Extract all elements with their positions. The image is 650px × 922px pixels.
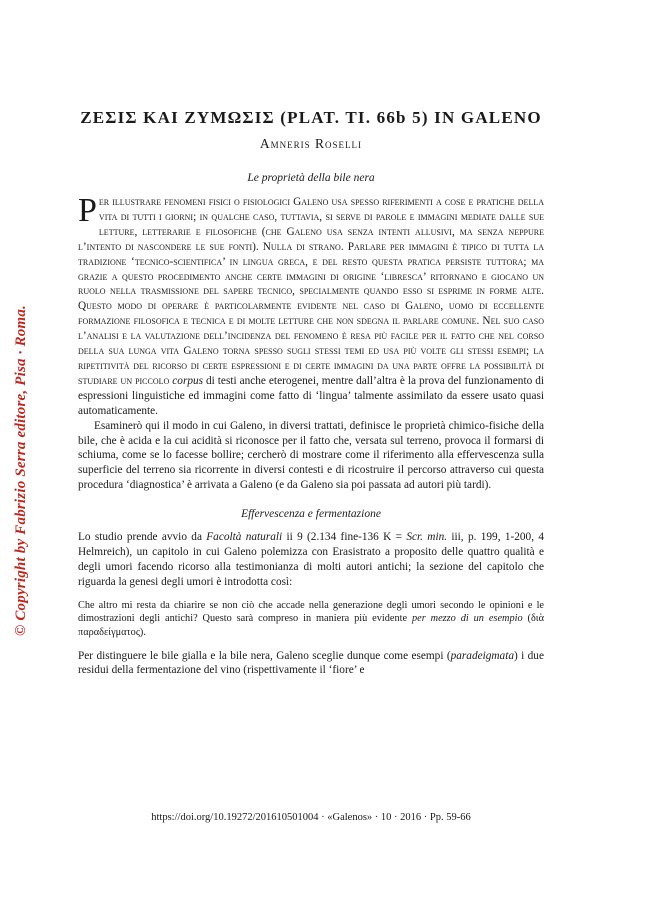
quote-text-a: Che altro mi resta da chiarire se non ciò che accade nella generazione degli umori secondo le opinioni e le dimostrazioni degli antichi? Questo sarà compreso in maniera più evidente [78, 599, 544, 625]
copyright-sidebar [8, 280, 34, 660]
article-title: ΖΕΣΙΣ ΚΑΙ ΖΥΜΩΣΙΣ (PLAT. TI. 66b 5) IN GALENO [80, 108, 542, 127]
copyright-notice: © Copyright by Fabrizio Serra editore, Pisa · Roma. [12, 304, 29, 636]
paradeigmata-term: paradeigmata [450, 649, 514, 662]
paragraph-intro-end: di testi anche eterogenei, mentre dall’altra è la prova del funzionamento di espressioni linguistiche ed immagini come fatto di ‘lingua’ talmente assimilato da essere usato quasi automaticamente. [78, 374, 544, 417]
quote-emphasis: per mezzo di un esempio [411, 613, 523, 625]
work-title: Facoltà naturali [206, 531, 283, 544]
paragraph-study [78, 530, 544, 590]
scripta-minora: Scr. min. [406, 531, 448, 544]
bile-text-b: ) i due residui della fermentazione del vino (rispettivamente il ‘fiore’ e [78, 649, 544, 677]
block-quote [78, 599, 544, 640]
drop-cap: P [78, 192, 97, 229]
section-heading-bile: Le proprietà della bile nera [247, 172, 375, 184]
article-page [78, 108, 544, 678]
corpus-term: corpus [172, 374, 204, 387]
study-text-a: Lo studio prende avvio da [78, 531, 207, 544]
study-text-b: ii 9 (2.134 fine-136 K = [282, 531, 407, 544]
paragraph-bile-types [78, 649, 544, 679]
bile-text-a: Per distinguere le bile gialla e la bile nera, Galeno sceglie dunque come esempi ( [78, 649, 451, 662]
doi-footer: https://doi.org/10.19272/201610501004 · «Galenos» · 10 · 2016 · Pp. 59-66 [151, 812, 471, 823]
article-author: Amneris Roselli [259, 136, 363, 151]
paragraph-purpose: Esaminerò qui il modo in cui Galeno, in diversi trattati, definisce le proprietà chimico-fisiche della bile, che è acida e la cui acidità si riconosce per il fatto che, versata sul terreno, provoca il formarsi di schiuma, come se lo facesse bollire; cercherò di mostrare come il riferimento alla effervescenza sulla superficie del terreno sia ricorrente in diversi contesti e di ricostruire il percorso attraverso cui questa procedura ‘diagnostica’ è arrivata a Galeno (e da Galeno sia poi passata ad autori più tardi). [78, 419, 544, 492]
quote-text-b: (διὰ παραδείγματος). [78, 613, 544, 638]
paragraph-intro [78, 192, 544, 419]
section-heading-effervescence: Effervescenza e fermentazione [241, 508, 381, 521]
study-text-c: iii, p. 199, 1-200, 4 Helmreich), un capitolo in cui Galeno polemizza con Erasistrato a proposito delle quattro qualità e degli umori facendo ricorso alla testimonianza di molti autori antichi; la sezione del capitolo che riguarda la genesi degli umori è introdotta così: [78, 531, 544, 588]
paragraph-intro-text: er illustrare fenomeni fisici o fisiologici Galeno usa spesso riferimenti a cose e pratiche della vita di tutti i giorni; in qualche caso, tuttavia, si serve di parole e immagini mediate dalle sue letture, letterarie e filosofiche (che Galeno usa senza intenti allusivi, ma senza neppure l’intento di nascondere le sue fonti). Nulla di strano. Parlare per immagini è tipico di tutta la tradizione ‘tecnico-scientifica’ in lingua greca, e del resto questa pratica persiste tuttora; ma grazie a questo procedimento anche certe immagini di origine ‘libresca’ ritornano e giocano un ruolo nella trasmissione del sapere tecnico, specialmente quando esso si esprime in forme alte. Questo modo di operare è particolarmente evidente nel caso di Galeno, uomo di eccellente formazione filosofica e tecnica e di molte letture che non sdegna il parlare comune. Nel suo caso l’analisi e la valutazione dell’incidenza del fenomeno è resa più facile per il fatto che nel corso della sua lunga vita Galeno torna spesso sugli stessi temi ed usa più volte gli stessi esempi; la ripetitività del ricorso di certe espressioni e di certe immagini da una parte offre la possibilità di studiare un piccolo [78, 196, 544, 387]
